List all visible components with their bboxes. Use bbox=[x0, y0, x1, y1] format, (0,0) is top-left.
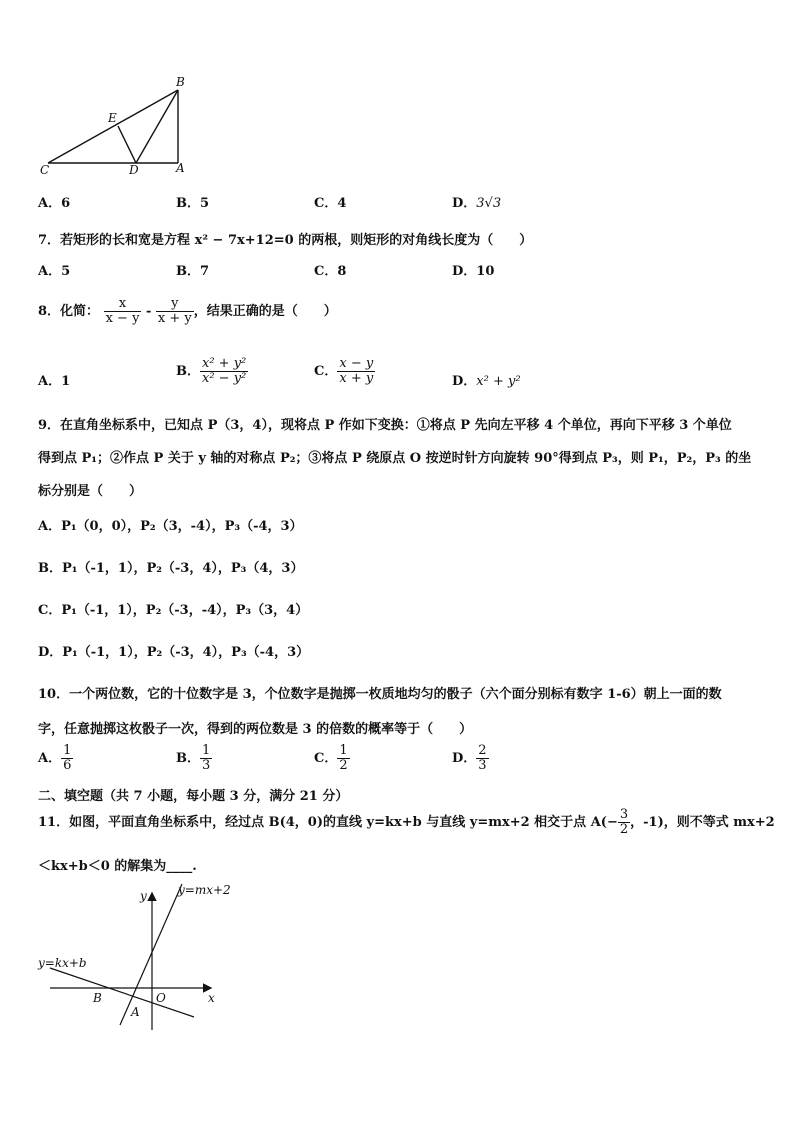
q8-prefix: 8．化简： bbox=[38, 304, 100, 319]
section-2-title: 二、填空题（共 7 小题，每小题 3 分，满分 21 分） bbox=[38, 789, 349, 804]
q10-option-d: D． $\frac{2}{3}$ bbox=[452, 743, 487, 773]
label-b: B bbox=[93, 991, 102, 1005]
q6-option-d-label: D． bbox=[452, 196, 477, 211]
q9-line-3: 标分别是（ ） bbox=[38, 484, 143, 499]
q6-option-a: A．6 bbox=[38, 196, 71, 211]
q6-option-b: B．5 bbox=[176, 196, 210, 211]
q10-line-1: 10．一个两位数，它的十位数字是 3，个位数字是抛掷一枚质地均匀的骰子（六个面分别标有数字 1-6）朝上一面的数 bbox=[38, 687, 722, 702]
q8-option-b: B． $\frac{\text{x² + y²}}{\text{x² − y²}}$ bbox=[176, 356, 247, 386]
q10-line-2: 字，任意抛掷这枚骰子一次，得到的两位数是 3 的倍数的概率等于（ ） bbox=[38, 722, 473, 737]
label-x-axis: x bbox=[208, 991, 215, 1005]
q8-fraction-2: $\frac{y}{x + y}$ bbox=[157, 296, 192, 326]
q8-fraction-1: $\frac{x}{x - y}$ bbox=[105, 296, 140, 326]
q8-option-a: A．1 bbox=[38, 374, 71, 389]
q9-line-2: 得到点 P₁；②作点 P 关于 y 轴的对称点 P₂；③将点 P 绕原点 O 按逆时针方向旋转 90°得到点 P₃，则 P₁，P₂，P₃ 的坐 bbox=[38, 451, 752, 466]
label-c: C bbox=[40, 163, 50, 177]
q9-line-1: 9．在直角坐标系中，已知点 P（3，4），现将点 P 作如下变换：①将点 P 先向左平移 4 个单位，再向下平移 3 个单位 bbox=[38, 418, 732, 433]
label-a: A bbox=[176, 161, 185, 175]
q8-suffix: ，结果正确的是（ ） bbox=[193, 304, 337, 319]
q9-option-a: A．P₁（0，0），P₂（3，-4），P₃（-4，3） bbox=[38, 519, 303, 534]
label-a: A bbox=[131, 1005, 140, 1019]
q7-stem: 7．若矩形的长和宽是方程 x² − 7x+12=0 的两根，则矩形的对角线长度为（ ） bbox=[38, 233, 533, 248]
q7-option-d: D．10 bbox=[452, 264, 495, 279]
q6-option-d-value: 3√3 bbox=[476, 196, 502, 211]
q6-option-d bbox=[452, 192, 501, 211]
q9-option-c: C．P₁（-1，1），P₂（-3，-4），P₃（3，4） bbox=[38, 603, 309, 618]
label-line-k: y=kx+b bbox=[38, 956, 87, 970]
q8-stem bbox=[38, 297, 337, 326]
q9-option-b: B．P₁（-1，1），P₂（-3，4），P₃（4，3） bbox=[38, 561, 304, 576]
coordinate-figure bbox=[30, 880, 240, 1040]
label-o: O bbox=[156, 991, 166, 1005]
label-line-m: y=mx+2 bbox=[178, 883, 231, 897]
q8-minus: - bbox=[145, 304, 152, 319]
q7-option-b: B．7 bbox=[176, 264, 210, 279]
q8-option-d: D．x² + y² bbox=[452, 374, 521, 389]
q7-option-a: A．5 bbox=[38, 264, 71, 279]
label-e: E bbox=[108, 111, 117, 125]
q7-option-c: C．8 bbox=[314, 264, 347, 279]
q10-option-b: B． $\frac{1}{3}$ bbox=[176, 743, 211, 773]
q10-option-a: A． $\frac{1}{6}$ bbox=[38, 743, 72, 773]
q10-option-c: C． $\frac{1}{2}$ bbox=[314, 743, 348, 773]
triangle-figure bbox=[30, 70, 210, 185]
label-d: D bbox=[129, 163, 139, 177]
q6-option-c: C．4 bbox=[314, 196, 347, 211]
q11-line-2: ＜kx+b＜0 的解集为____. bbox=[38, 859, 197, 874]
q8-option-c: C． $\frac{x - y}{x + y}$ bbox=[314, 356, 374, 386]
q9-option-d: D．P₁（-1，1），P₂（-3，4），P₃（-4，3） bbox=[38, 645, 310, 660]
label-b: B bbox=[176, 75, 185, 89]
q11-line-1: 11．如图，平面直角坐标系中，经过点 B(4，0)的直线 y=kx+b 与直线 y=mx+2 相交于点 A(− $\frac{3}{2}$ ，-1)，则不等式 mx+2 bbox=[38, 807, 775, 837]
label-y-axis: y bbox=[140, 889, 147, 903]
